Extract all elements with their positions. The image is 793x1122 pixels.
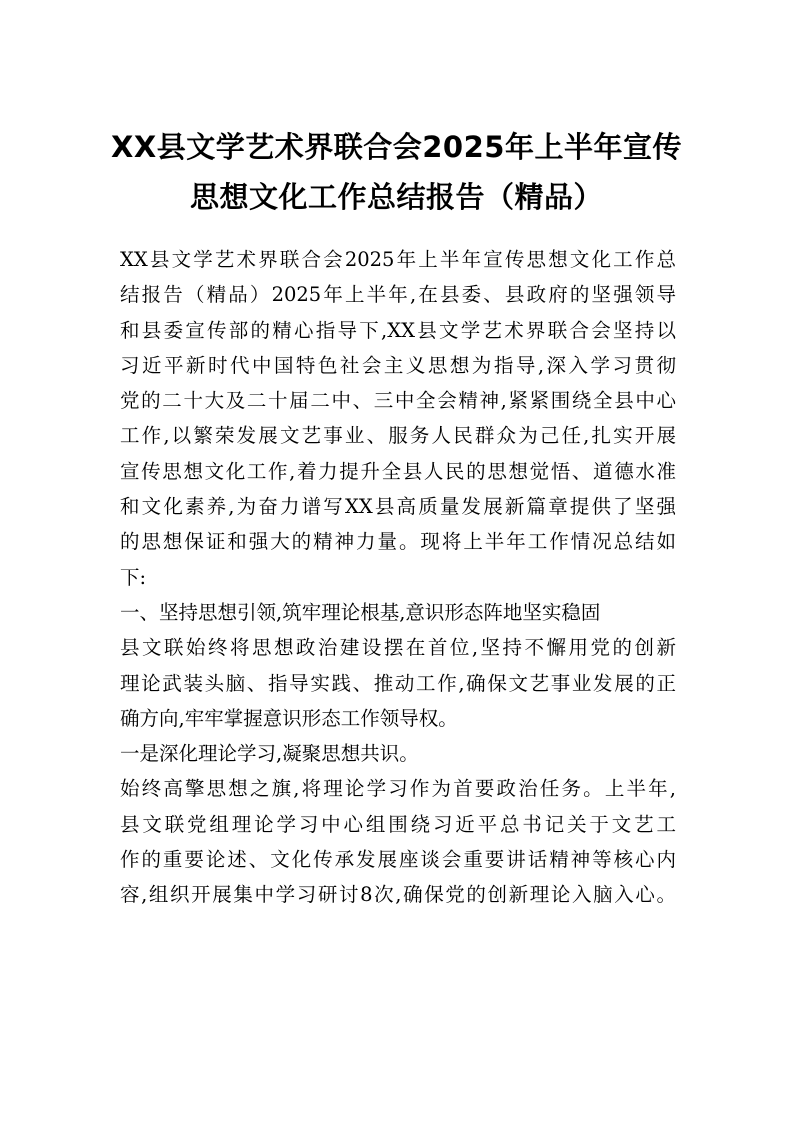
section-heading: 一、坚持思想引领,筑牢理论根基,意识形态阵地坚实稳固 bbox=[120, 600, 601, 624]
body-line: 下: bbox=[120, 565, 147, 589]
body-line: 确方向,牢牢掌握意识形态工作领导权。 bbox=[120, 706, 458, 730]
title-line-1: XX县文学艺术界联合会2025年上半年宣传 bbox=[111, 130, 682, 164]
body-line: 县文联党组理论学习中心组围绕习近平总书记关于文艺工 bbox=[120, 812, 676, 836]
body-line: 结报告（精品）2025年上半年,在县委、县政府的坚强领导 bbox=[120, 283, 676, 307]
body-line: 和文化素养,为奋力谱写XX县高质量发展新篇章提供了坚强 bbox=[120, 495, 676, 519]
body-line: 和县委宣传部的精心指导下,XX县文学艺术界联合会坚持以 bbox=[120, 318, 676, 342]
body-line: 县文联始终将思想政治建设摆在首位,坚持不懈用党的创新 bbox=[120, 636, 676, 660]
body-line: 工作,以繁荣发展文艺事业、服务人民群众为己任,扎实开展 bbox=[120, 424, 676, 448]
body-line: 始终高擎思想之旗,将理论学习作为首要政治任务。上半年, bbox=[120, 777, 676, 801]
body-line: XX县文学艺术界联合会2025年上半年宣传思想文化工作总 bbox=[120, 248, 676, 271]
title-line-2: 思想文化工作总结报告（精品） bbox=[189, 180, 603, 214]
body-line: 作的重要论述、文化传承发展座谈会重要讲话精神等核心内 bbox=[120, 848, 676, 872]
body-line: 党的二十大及二十届二中、三中全会精神,紧紧围绕全县中心 bbox=[120, 389, 676, 413]
body-line: 的思想保证和强大的精神力量。现将上半年工作情况总结如 bbox=[120, 530, 676, 554]
body-line: 理论武装头脑、指导实践、推动工作,确保文艺事业发展的正 bbox=[120, 671, 676, 695]
body-line: 容,组织开展集中学习研讨8次,确保党的创新理论入脑入心。 bbox=[120, 883, 676, 907]
document-body bbox=[120, 242, 676, 913]
body-line: 宣传思想文化工作,着力提升全县人民的思想觉悟、道德水准 bbox=[120, 459, 676, 483]
subsection-heading: 一是深化理论学习,凝聚思想共识。 bbox=[120, 742, 419, 766]
body-line: 习近平新时代中国特色社会主义思想为指导,深入学习贯彻 bbox=[120, 353, 676, 377]
document-title bbox=[100, 122, 693, 222]
